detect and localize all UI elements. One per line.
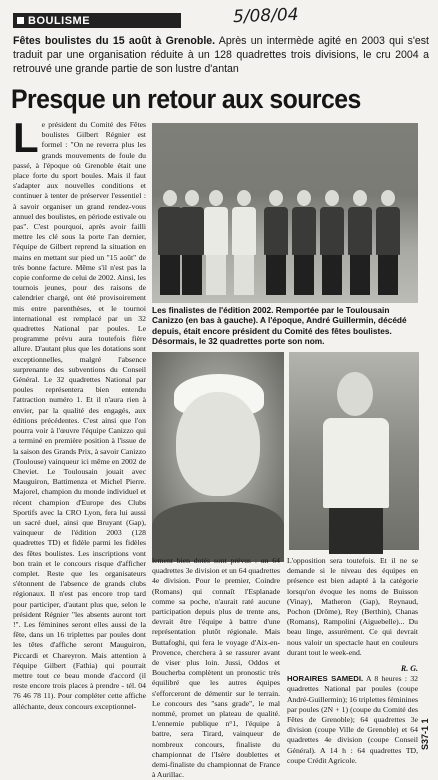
person-figure (320, 190, 344, 295)
player-face (337, 372, 373, 416)
schedule-title: HORAIRES SAMEDI. (287, 674, 364, 684)
handwritten-date: 5/08/04 (232, 4, 299, 28)
person-figure (232, 190, 256, 295)
person-figure (180, 190, 204, 295)
portrait-shirt (152, 502, 284, 562)
player-body (323, 418, 389, 508)
team-photo (152, 123, 418, 303)
lead-text: Après un intermède agité en 2003 qui s'est traduit par une organisation réduite à un 128 quadrettes trois divisions, le cru 2004 a retrouvé une grande partie de son lustre d'antan (13, 35, 429, 75)
article-column-2: lement bien dotés sont prévus : un 64 quadrettes 3e division et un 64 quadrettes 4e division. Pour le premier, Coindre (Romans) qui connaît l'Esplanade comme sa poche, n'aurait raté aucune participation depuis plus de trente ans, devrait être l'équipe à battre d'une représentation plutôt régionale. Mais Buttafoghi, qui fera le voyage d'Aix-en-Provence, cherchera à se rassurer avant de viser plus loin. Jussi, Oddos et Boucherba complètent un pronostic très équilibré que les autres équipes s'efforceront de démentir sur le terrain. Le concours des "sans grade", le mal nommé, promet un plateau de qualité. L'ennemie publique n°1, l'équipe à battre, sera Tirard, vainqueur de nombreux concours, finaliste du championnat de l'Isère doublettes et demi-finaliste du championnat de France à Aurillac. (152, 556, 280, 780)
schedule-block (287, 674, 418, 766)
schedule-text: A 8 heures : 32 quadrettes National par poules (coupe André-Guillermin); 16 triplettes féminines par poules (2N + 1) (coupe du Comité des Fêtes de Grenoble); 64 quadrettes 3e division (coupe Ville de Grenoble) et 64 quadrettes 4e division (coupe Conseil Général). A 14 h : 64 quadrettes TD, coupe Crédit Agricole. (287, 674, 419, 765)
person-figure (376, 190, 400, 295)
photo-caption: Les finalistes de l'édition 2002. Remportée par le Toulousain Canizzo (en bas à gauche). A l'époque, André Guillermin, décédé depuis, était encore président du Comité des fêtes boulistes. Désormais, le 32 quadrettes porte son nom. (152, 305, 407, 347)
player-photo (289, 352, 419, 550)
person-figure (204, 190, 228, 295)
lead-paragraph (13, 34, 429, 76)
person-figure (292, 190, 316, 295)
portrait-face (176, 392, 260, 496)
column-3-text: L'opposition sera toutefois. Et il ne se demande si le niveau des équipes en présence est bien adapté à la catégorie lorsqu'on évoque les noms de Buisson (Vinay), Matheron (Gap), Reynaud, Pochon (Drôme), Rey (Berthin), Chanas (Romans), Rampolini (Aiguebelle)... Du beau linge, assurément. Ce qui devrait nous valoir un spectacle haut en couleurs durant tout le week-end. (287, 556, 418, 657)
headline: Presque un retour aux sources (11, 84, 361, 114)
article-column-3 (287, 556, 419, 765)
section-header (13, 13, 181, 28)
section-label: BOULISME (28, 14, 91, 27)
section-square-icon (17, 17, 24, 24)
column-1-text: e président du Comité des Fêtes boulistes Gilbert Régnier est formel : "On ne reverra plus les grands mouvements de foule du passé, à l'époque où Grenoble était une place forte du sport boules. Mais il faut s'adapter aux nouvelles conditions et continuer à tenter de préserver l'essentiel : à savoir organiser un grand rendez-vous annuel des boulistes, en période estivale ou pas". C'est pourquoi, après avoir failli mettre les clé sous la porte l'an dernier, l'équipe de Gilbert reprend la situation en mains en mettant sur pied un "15 août" de très bonne facture. Même s'il n'est pas la copie conforme de celui de 2002. Ainsi, les tournois jeunes, pour des raisons de calendrier chargé, ont été provisoirement mis entre parenthèses, et le tournoi international est remplacé par un 32 quadrettes National par poules. Le programme prévu aura toutefois fière allure. D'autant plus que les dotations sont exceptionnelles, malgré l'absence surprenante des subventions du Conseil Général. Le 32 quadrettes National par poules représentera bien entendu l'attraction numéro 1. Et il n'aura rien à envier, par la qualité des engagés, aux éditions précédentes. C'est ainsi que l'on pourra voir à l'œuvre l'équipe Canizzo qui a terminé en première position à l'issue de la saison des Grands Prix, à savoir Canizzo (Toulouse) vainqueur ici même en 2002 de Cheviet. Le Toulousain jouait avec Mauguiron, Battimenza et Michel Pierre. Majorel, champion du monde individuel et récent champion d'Europe des Clubs Sportifs avec la CRO Lyon, fera lui aussi un sacré duel, ainsi que Bruyant (Gap), vainqueur de l'édition 2003 (128 quadrettes TD) et fidèle parmi les fidèles des fêtes boulistes. Les inscriptions vont bon train et le concours risque d'afficher complet. Reste que les organisateurs s'étonnent de l'absence de grands clubs régionaux. Il n'est pas encore trop tard pour participer, d'autant plus que, selon le président Régnier "les absents auront tort !". Les féminines seront elles aussi de la fête, dans un 16 triplettes par poules dont les têtes d'affiche seront Mauguiron, Piccardi et Chareyron. Mais attention à l'équipe Gilbert (Fathia) qui pourrait mettre tout ce beau monde d'accord (il reste encore trois places à prendre - tél. 04 76 46 78 11). Pour compléter cette affiche alléchante, deux concours exceptionnel- (13, 120, 146, 711)
page-code: S37-1 1 (420, 718, 430, 750)
dropcap: L (13, 114, 39, 161)
person-figure (264, 190, 288, 295)
author-signature: R. G. (400, 664, 418, 674)
article-column-1 (13, 114, 146, 750)
person-figure (158, 190, 182, 295)
person-figure (348, 190, 372, 295)
lead-bold: Fêtes boulistes du 15 août à Grenoble. (13, 35, 216, 47)
player-legs (329, 508, 383, 554)
portrait-photo (152, 352, 284, 550)
